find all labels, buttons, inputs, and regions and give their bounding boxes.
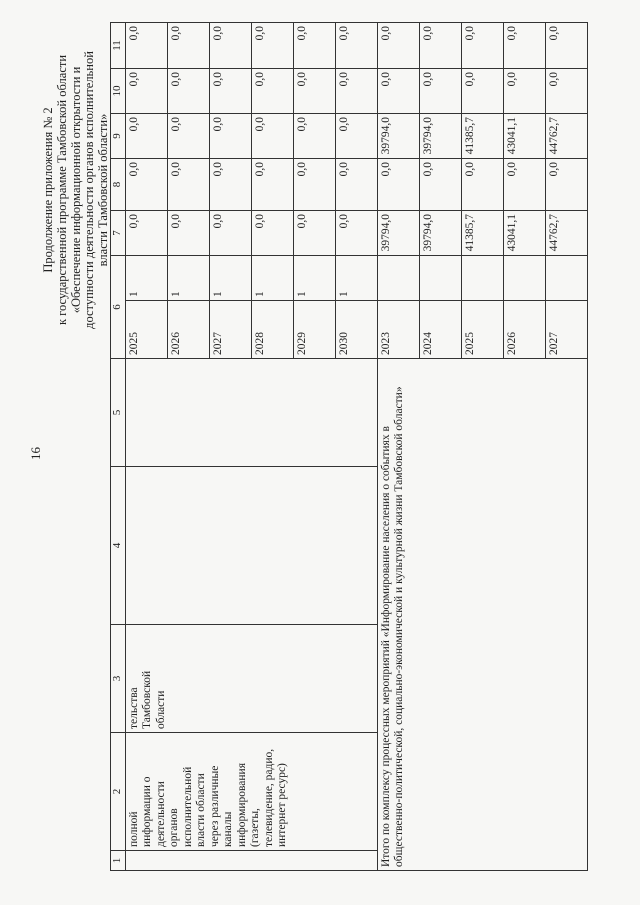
value-cell: 0,0: [503, 159, 545, 211]
value-cell: 43041,1: [503, 114, 545, 159]
value-cell: 0,0: [293, 69, 335, 114]
value-cell: 43041,1: [503, 211, 545, 256]
budget-table: [110, 22, 588, 871]
year-cell: 2027: [209, 301, 251, 359]
value-cell: 0,0: [377, 23, 419, 69]
column-number: [111, 256, 126, 359]
column-number: 4: [111, 467, 126, 625]
value-cell: 0,0: [335, 69, 377, 114]
value-cell: 0,0: [335, 114, 377, 159]
value-cell: 0,0: [335, 159, 377, 211]
indicator-cell: 1: [167, 256, 209, 301]
value-cell: 0,0: [125, 23, 167, 69]
year-cell: 2029: [293, 301, 335, 359]
value-cell: 0,0: [125, 114, 167, 159]
cell-col5: [125, 359, 377, 467]
executor-line: области: [154, 690, 167, 729]
year-cell: 2023: [377, 301, 419, 359]
table-row: [125, 23, 167, 871]
year-cell: 2026: [503, 301, 545, 359]
value-cell: 44762,7: [545, 114, 587, 159]
year-cell: 2027: [545, 301, 587, 359]
value-cell: 0,0: [209, 211, 251, 256]
value-cell: 0,0: [545, 69, 587, 114]
value-cell: 0,0: [503, 23, 545, 69]
measure-name-line: информации о: [141, 776, 153, 847]
indicator-cell: 1: [209, 256, 251, 301]
column-number: 9: [111, 114, 126, 159]
column-number: 11: [111, 23, 126, 69]
value-cell: 0,0: [419, 69, 461, 114]
measure-name-line: информирования: [235, 763, 248, 847]
value-cell: 0,0: [209, 23, 251, 69]
value-cell: 39794,0: [377, 114, 419, 159]
appendix-header: [42, 25, 111, 355]
measure-name-line: деятельности: [154, 781, 167, 847]
indicator-cell: [377, 256, 419, 301]
value-cell: 0,0: [125, 159, 167, 211]
value-cell: 44762,7: [545, 211, 587, 256]
measure-name-line: исполнительной: [181, 766, 194, 847]
value-cell: 0,0: [461, 69, 503, 114]
value-cell: 0,0: [125, 211, 167, 256]
value-cell: 0,0: [251, 211, 293, 256]
value-cell: 0,0: [167, 23, 209, 69]
year-cell: 2028: [251, 301, 293, 359]
value-cell: 0,0: [461, 23, 503, 69]
indicator-cell: [461, 256, 503, 301]
column-number: 7: [111, 211, 126, 256]
value-cell: 0,0: [251, 114, 293, 159]
header-line: доступности деятельности органов исполнительной: [82, 51, 97, 329]
total-label: Итого по комплексу процессных мероприятий «Информирование населения о событиях в общественно-политической, социально-экономической и культурной жизни Тамбовской области»: [377, 359, 587, 871]
indicator-cell: 1: [335, 256, 377, 301]
column-number: 1: [111, 851, 126, 871]
year-cell: 2030: [335, 301, 377, 359]
measure-name-cell: [125, 733, 377, 851]
value-cell: 0,0: [419, 23, 461, 69]
measure-name-line: (газеты,: [249, 808, 261, 847]
value-cell: 0,0: [209, 114, 251, 159]
column-number: 5: [111, 359, 126, 467]
measure-name-line: интернет ресурс): [276, 763, 288, 847]
measure-name-line: через различные: [208, 765, 221, 847]
column-number: 3: [111, 625, 126, 733]
header-line: Продолжение приложения № 2: [41, 107, 55, 273]
value-cell: 0,0: [251, 69, 293, 114]
year-cell: 2026: [167, 301, 209, 359]
executor-line: Тамбовской: [141, 670, 153, 729]
value-cell: 0,0: [419, 159, 461, 211]
value-cell: 0,0: [377, 69, 419, 114]
executor-line: тельства: [127, 687, 140, 729]
year-cell: 2024: [419, 301, 461, 359]
indicator-cell: [419, 256, 461, 301]
value-cell: 0,0: [167, 159, 209, 211]
indicator-cell: 1: [251, 256, 293, 301]
total-row: [377, 23, 419, 871]
value-cell: 0,0: [461, 159, 503, 211]
value-cell: 0,0: [293, 159, 335, 211]
measure-name-line: органов: [168, 808, 180, 847]
measure-name-line: полной: [127, 811, 140, 847]
indicator-cell: 1: [125, 256, 167, 301]
value-cell: 41385,7: [461, 211, 503, 256]
column-number: 10: [111, 69, 126, 114]
value-cell: 39794,0: [419, 211, 461, 256]
value-cell: 0,0: [545, 159, 587, 211]
value-cell: 0,0: [377, 159, 419, 211]
column-number-row: [111, 23, 126, 871]
value-cell: 39794,0: [377, 211, 419, 256]
indicator-cell: [545, 256, 587, 301]
value-cell: 0,0: [251, 159, 293, 211]
year-cell: 2025: [461, 301, 503, 359]
measure-name-line: власти области: [195, 773, 207, 847]
value-cell: 0,0: [251, 23, 293, 69]
header-line: «Обеспечение информационной открытости и: [68, 66, 83, 314]
value-cell: 0,0: [167, 211, 209, 256]
indicator-cell: [503, 256, 545, 301]
header-line: к государственной программе Тамбовской области: [54, 54, 69, 326]
value-cell: 39794,0: [419, 114, 461, 159]
value-cell: 0,0: [167, 69, 209, 114]
value-cell: 0,0: [545, 23, 587, 69]
cell-col1: [125, 851, 377, 871]
column-number-text: 6: [111, 304, 123, 310]
indicator-cell: 1: [293, 256, 335, 301]
executor-cell: [125, 625, 377, 733]
value-cell: 0,0: [335, 211, 377, 256]
column-number: 2: [111, 733, 126, 851]
year-cell: 2025: [125, 301, 167, 359]
value-cell: 0,0: [293, 114, 335, 159]
value-cell: 0,0: [125, 69, 167, 114]
measure-name-line: каналы: [222, 811, 234, 847]
value-cell: 0,0: [335, 23, 377, 69]
value-cell: 0,0: [209, 159, 251, 211]
page-number: 16: [28, 447, 43, 460]
column-number: 8: [111, 159, 126, 211]
value-cell: 0,0: [503, 69, 545, 114]
header-line: власти Тамбовской области»: [96, 113, 111, 267]
measure-name-line: телевидение, радио,: [262, 748, 275, 847]
value-cell: 0,0: [209, 69, 251, 114]
value-cell: 0,0: [293, 23, 335, 69]
value-cell: 41385,7: [461, 114, 503, 159]
value-cell: 0,0: [293, 211, 335, 256]
cell-col4: [125, 467, 377, 625]
value-cell: 0,0: [167, 114, 209, 159]
